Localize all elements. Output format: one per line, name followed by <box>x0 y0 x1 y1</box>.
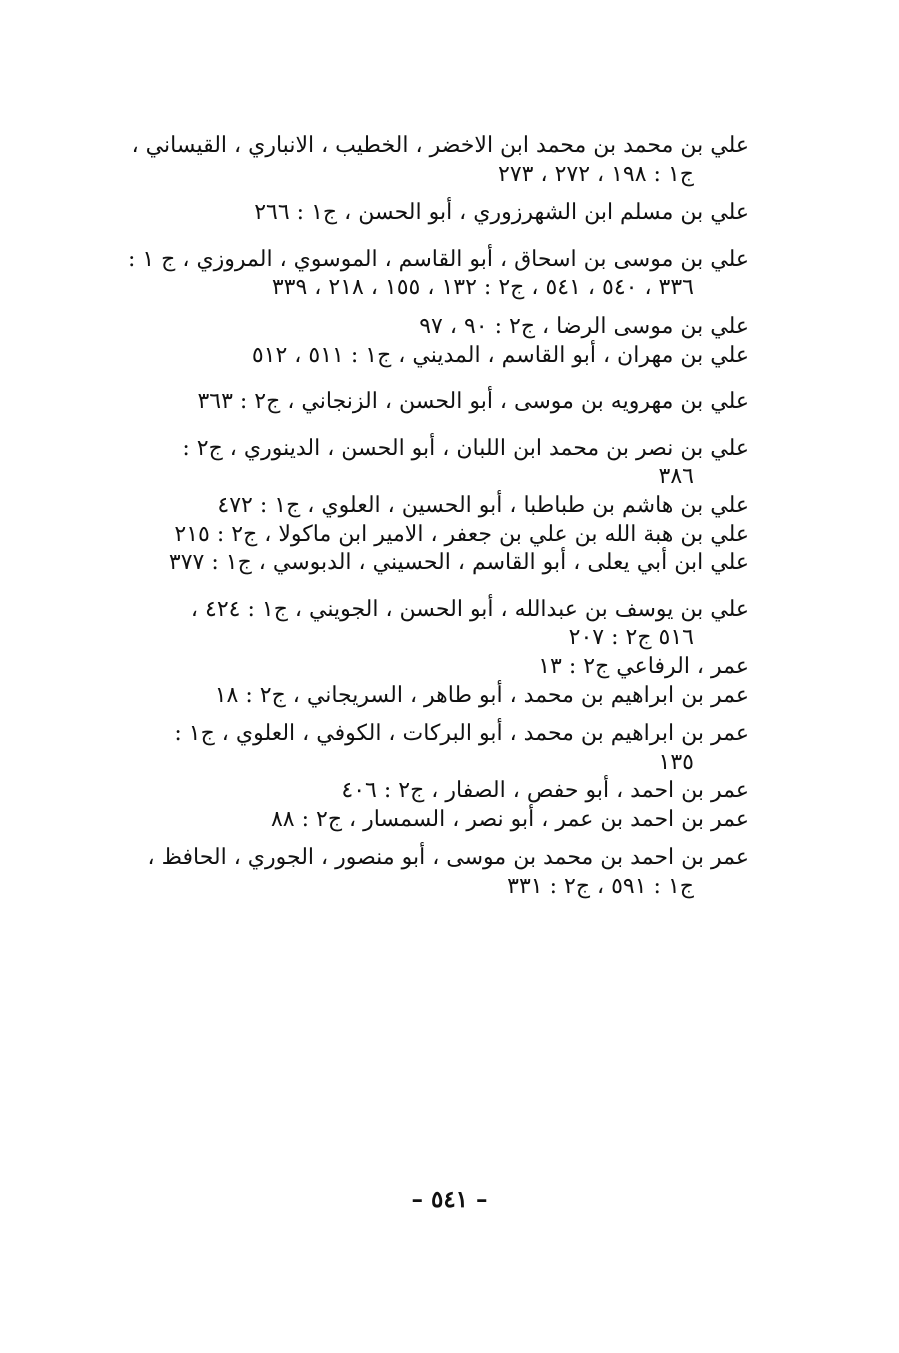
index-entry: علي بن موسى بن اسحاق ، أبو القاسم ، الموسوي ، المروزي ، ج ١ : <box>127 246 749 272</box>
index-entry-continuation: ١٣٥ <box>658 749 694 775</box>
index-entry-continuation: ٣٨٦ <box>658 464 694 490</box>
index-entries <box>104 132 749 902</box>
index-entry: علي بن محمد بن محمد ابن الاخضر ، الخطيب ، الانباري ، القيساني ، <box>131 133 749 158</box>
index-entry: عمر بن احمد ، أبو حفص ، الصفار ، ج٢ : ٤٠٦ <box>341 778 749 804</box>
index-entry: علي بن مهرويه بن موسى ، أبو الحسن ، الزنجاني ، ج٢ : ٣٦٣ <box>197 389 749 415</box>
index-entry: علي ابن أبي يعلى ، أبو القاسم ، الحسيني ، الدبوسي ، ج١ : ٣٧٧ <box>168 550 749 576</box>
index-entry: عمر بن احمد بن عمر ، أبو نصر ، السمسار ، ج٢ : ٨٨ <box>270 806 749 832</box>
index-entry-continuation: ٥١٦ ج٢ : ٢٠٧ <box>568 625 694 651</box>
index-entry-continuation: ج١ : ٥٩١ ، ج٢ : ٣٣١ <box>507 874 694 900</box>
index-entry: علي بن هبة الله بن علي بن جعفر ، الامير ابن ماكولا ، ج٢ : ٢١٥ <box>174 521 749 547</box>
page-number: – ٥٤١ – <box>411 1186 488 1213</box>
index-entry: علي بن مهران ، أبو القاسم ، المديني ، ج١ : ٥١١ ، ٥١٢ <box>251 342 749 368</box>
index-entry: علي بن موسى الرضا ، ج٢ : ٩٠ ، ٩٧ <box>419 313 749 339</box>
index-entry: عمر ، الرفاعي ج٢ : ١٣ <box>538 653 749 679</box>
index-entry: علي بن نصر بن محمد ابن اللبان ، أبو الحسن ، الدينوري ، ج٢ : <box>182 435 749 461</box>
index-entry: عمر بن ابراهيم بن محمد ، أبو طاهر ، السريجاني ، ج٢ : ١٨ <box>214 682 749 708</box>
index-entry: علي بن مسلم ابن الشهرزوري ، أبو الحسن ، ج١ : ٢٦٦ <box>254 200 749 226</box>
index-entry: علي بن هاشم بن طباطبا ، أبو الحسين ، العلوي ، ج١ : ٤٧٢ <box>217 492 749 518</box>
index-entry: عمر بن ابراهيم بن محمد ، أبو البركات ، الكوفي ، العلوي ، ج١ : <box>174 721 749 747</box>
index-entry-continuation: ج١ : ١٩٨ ، ٢٧٢ ، ٢٧٣ <box>498 161 694 187</box>
index-entry: عمر بن احمد بن محمد بن موسى ، أبو منصور ، الجوري ، الحافظ ، <box>147 845 749 871</box>
index-entry: علي بن يوسف بن عبدالله ، أبو الحسن ، الجويني ، ج١ : ٤٢٤ ، <box>190 596 749 622</box>
index-entry-continuation: ٣٣٦ ، ٥٤٠ ، ٥٤١ ، ج٢ : ١٣٢ ، ١٥٥ ، ٢١٨ ، ٣٣٩ <box>271 275 694 301</box>
